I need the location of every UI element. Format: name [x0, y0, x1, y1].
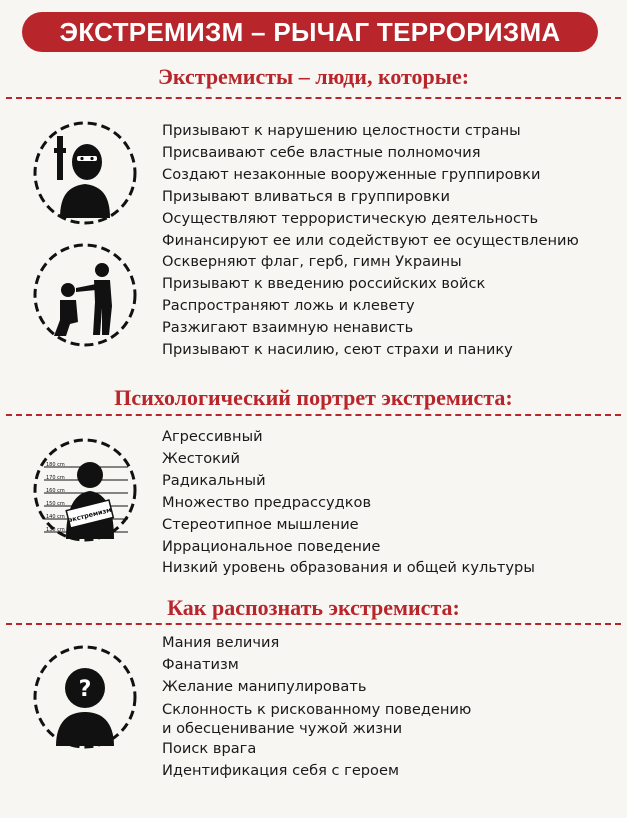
list-item: и обесценивание чужой жизни — [162, 719, 403, 737]
recognize-list — [162, 632, 471, 782]
divider — [6, 97, 621, 99]
height-mark: 130 cm — [46, 527, 65, 533]
list-item: Агрессивный — [162, 428, 263, 445]
list-item: Осуществляют террористическую деятельность — [162, 209, 539, 227]
mugshot-sign: экстремизм — [67, 505, 113, 525]
height-mark: 180 cm — [46, 462, 65, 468]
extremists-list — [162, 120, 579, 361]
list-item: Создают незаконные вооруженные группировки — [162, 165, 541, 183]
list-item: Призывают вливаться в группировки — [162, 187, 450, 205]
header-banner — [22, 12, 598, 52]
list-item: Фанатизм — [162, 655, 239, 673]
list-item: Радикальный — [162, 471, 266, 489]
list-item: Призывают к насилию, сеют страхи и панику — [162, 341, 513, 359]
list-item: Финансируют ее или содействуют ее осуществлению — [162, 231, 579, 249]
list-item: Присваивают себе властные полномочия — [162, 143, 481, 161]
portrait-list — [162, 426, 535, 579]
section-title-recognize: Как распознать экстремиста: — [167, 595, 460, 620]
section-title-extremists: Экстремисты – люди, которые: — [157, 64, 470, 89]
list-item: Иррациональное поведение — [162, 537, 381, 555]
list-item: Призывают к введению российских войск — [162, 275, 486, 293]
mugshot-icon — [30, 435, 140, 545]
height-mark: 140 cm — [46, 514, 65, 520]
list-item: Оскверняют флаг, герб, гимн Украины — [162, 253, 462, 271]
masked-gunman-icon — [30, 118, 140, 228]
list-item: Идентификация себя с героем — [162, 761, 399, 779]
list-item: Мания величия — [162, 634, 280, 651]
section-title-portrait: Психологический портрет экстремиста: — [114, 385, 513, 410]
list-item: Низкий уровень образования и общей культуры — [162, 559, 535, 577]
list-item: Призывают к нарушению целостности страны — [162, 122, 521, 139]
kneeling-hostage-icon — [30, 240, 140, 350]
height-mark: 170 cm — [46, 475, 65, 481]
list-item: Разжигают взаимную ненависть — [162, 319, 414, 337]
list-item: Стереотипное мышление — [162, 515, 359, 533]
page-title: ЭКСТРЕМИЗМ – РЫЧАГ ТЕРРОРИЗМА — [59, 16, 561, 47]
question-mark-icon: ? — [78, 677, 92, 702]
list-item: Склонность к рискованному поведению — [162, 700, 472, 718]
list-item: Желание манипулировать — [162, 677, 367, 695]
list-item: Поиск врага — [162, 739, 257, 757]
height-mark: 160 cm — [46, 488, 65, 494]
height-mark: 150 cm — [46, 501, 65, 507]
unknown-person-icon — [30, 642, 140, 752]
divider — [6, 623, 621, 625]
list-item: Распространяют ложь и клевету — [162, 297, 415, 315]
divider — [6, 414, 621, 416]
list-item: Жестокий — [162, 449, 240, 467]
list-item: Множество предрассудков — [162, 493, 372, 511]
